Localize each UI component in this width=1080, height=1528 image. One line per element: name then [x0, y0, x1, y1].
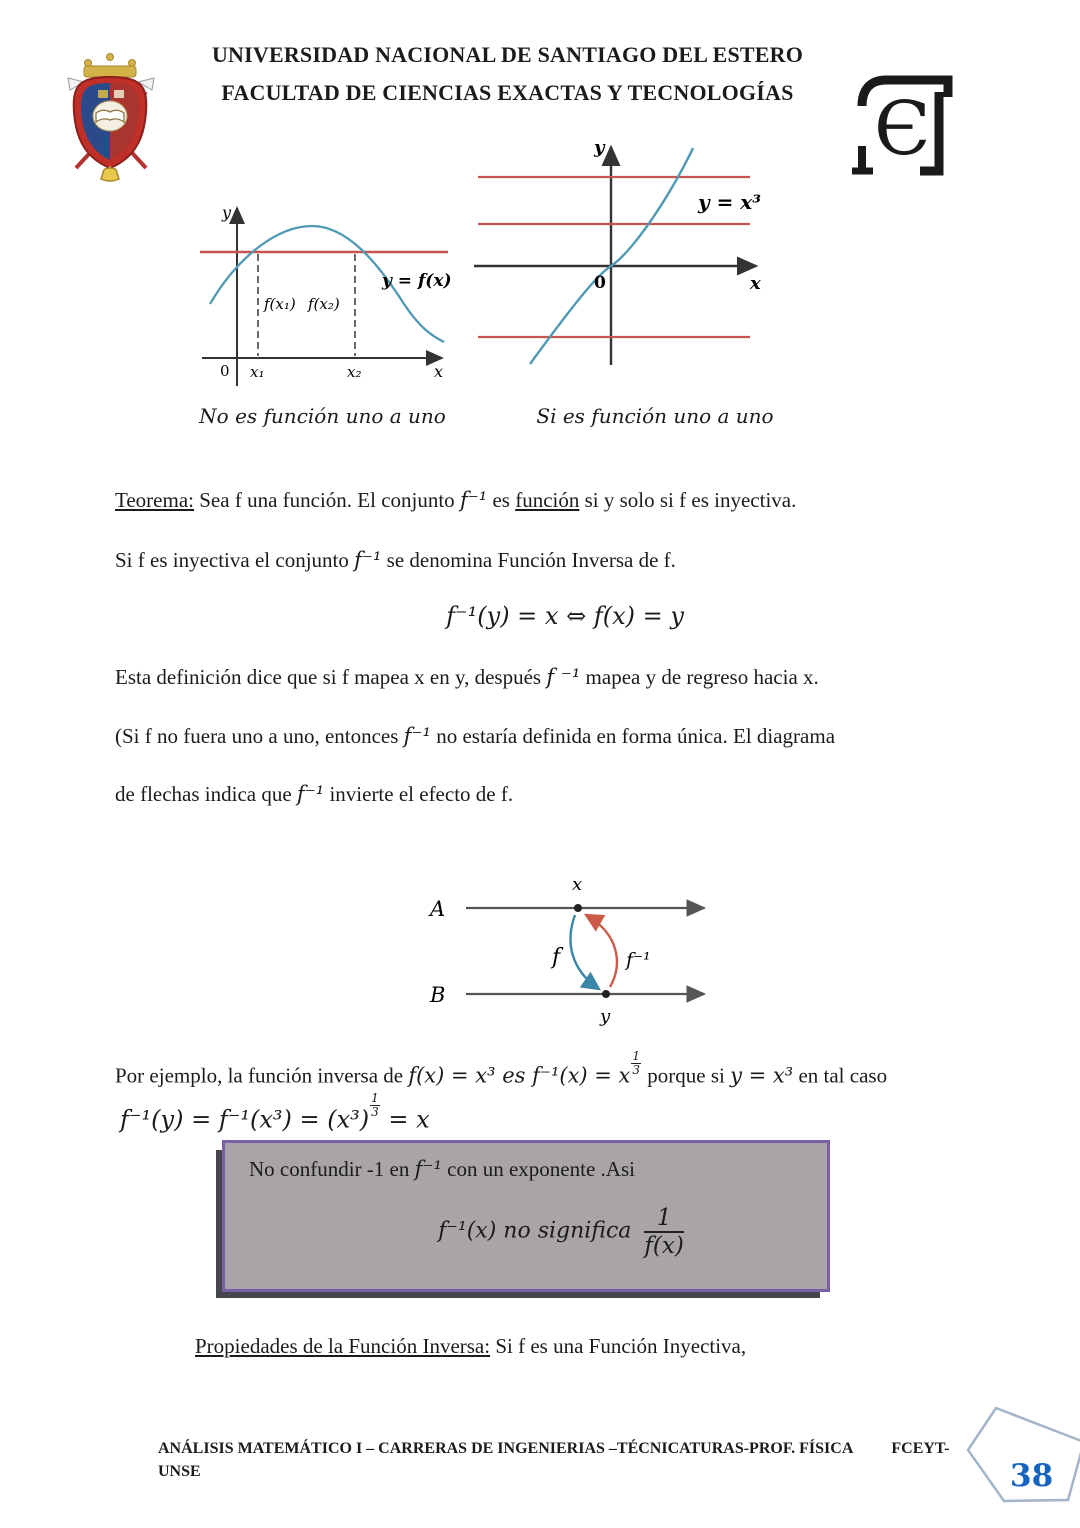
origin-label: 0 [220, 362, 230, 380]
example-formula: f⁻¹(y) = f⁻¹(x³) = (x³) $\frac{1}{3} = x$ [120, 1091, 430, 1134]
one-third-exponent: $\frac{1}{3}$ [632, 1049, 641, 1077]
f-inverse-arrow-label: f⁻¹ [626, 949, 651, 971]
warning-line: No confundir -1 en f⁻¹ con un exponente .Asi [249, 1157, 635, 1181]
curve-equation-label: y = f(x) [382, 271, 452, 291]
graph-not-one-to-one [180, 196, 470, 401]
fx1-label: f(x₁) [264, 295, 296, 313]
axis-label-x: x [434, 362, 444, 381]
uniqueness-paragraph: (Si f no fuera uno a uno, entonces f⁻¹ no estaría definida en forma única. El diagrama [115, 724, 836, 748]
caption-one-to-one: Si es función uno a uno [536, 404, 774, 428]
axis-label-y: y [222, 203, 232, 222]
footer-course-line: ANÁLISIS MATEMÁTICO I – CARRERAS DE INGENIERIAS –TÉCNICATURAS-PROF. FÍSICA [158, 1440, 854, 1457]
f-arrow-label: f [552, 945, 561, 970]
university-crest-logo [58, 50, 163, 182]
caption-not-one-to-one: No es función uno a uno [199, 404, 446, 428]
fx2-label: f(x₂) [308, 295, 340, 313]
example-paragraph: Por ejemplo, la función inversa de f(x) = x³ es f⁻¹(x) = x $\frac{1}{3}$ porque si y = x³ en tal caso [115, 1049, 888, 1088]
page-number: 38 [1010, 1458, 1054, 1494]
page-number-badge [962, 1402, 1080, 1510]
inverse-definition-formula: f⁻¹(y) = x ⇔ f(x) = y [446, 602, 684, 630]
mapping-arrow-diagram [418, 870, 718, 1032]
set-b-label: B [430, 983, 446, 1007]
f-inverse-symbol: f⁻¹ [354, 548, 382, 572]
properties-label: Propiedades de la Función Inversa: [195, 1334, 491, 1358]
fceyt-logo-glyph: Є [874, 86, 931, 172]
y-point-label: y [600, 1006, 611, 1027]
footer-institution-2: UNSE [158, 1463, 201, 1480]
injective-paragraph: Si f es inyectiva el conjunto f⁻¹ se denomina Función Inversa de f. [115, 548, 676, 572]
axis-label-x: x [750, 273, 761, 294]
f-inverse-symbol: f ⁻¹ [546, 665, 581, 689]
f-inverse-symbol: f⁻¹ [414, 1157, 442, 1181]
f-inverse-symbol: f⁻¹ [459, 488, 488, 512]
faculty-name: FACULTAD DE CIENCIAS EXACTAS Y TECNOLOGÍAS [221, 80, 794, 105]
f-inverse-symbol: f⁻¹ [403, 724, 431, 748]
set-a-label: A [430, 897, 446, 921]
x1-tick-label: x₁ [250, 363, 265, 381]
arrows-paragraph: de flechas indica que f⁻¹ invierte el efecto de f. [115, 782, 514, 806]
properties-heading: Propiedades de la Función Inversa: Si f es una Función Inyectiva, [195, 1334, 747, 1358]
footer-institution: FCEYT- [891, 1440, 950, 1457]
axis-label-y: y [594, 137, 605, 158]
fceyt-logo [846, 58, 958, 188]
graph-one-to-one [458, 133, 798, 401]
theorem-label: Teorema: [115, 488, 194, 512]
university-name: UNIVERSIDAD NACIONAL DE SANTIAGO DEL ESTERO [211, 42, 804, 67]
x-point-label: x [572, 874, 583, 895]
x2-tick-label: x₂ [347, 363, 362, 381]
one-over-fx-fraction: $\frac{1}{f(x)}$ [644, 1205, 684, 1260]
warning-box [222, 1140, 830, 1292]
f-inverse-symbol: f⁻¹ [296, 782, 325, 806]
theorem-paragraph: Teorema: Sea f una función. El conjunto f⁻¹ es función si y solo si f es inyectiva. [115, 488, 797, 512]
definition-paragraph: Esta definición dice que si f mapea x en y, después f ⁻¹ mapea y de regreso hacia x. [115, 665, 819, 689]
origin-label: 0 [594, 273, 606, 293]
curve-equation-label: y = x³ [698, 190, 761, 214]
underlined-word: función [515, 488, 580, 512]
footer [158, 1437, 958, 1483]
one-third-exponent: $\frac{1}{3}$ [371, 1091, 379, 1119]
warning-formula: f⁻¹(x) no significa $\frac{1}{f(x)}$ [438, 1205, 684, 1260]
